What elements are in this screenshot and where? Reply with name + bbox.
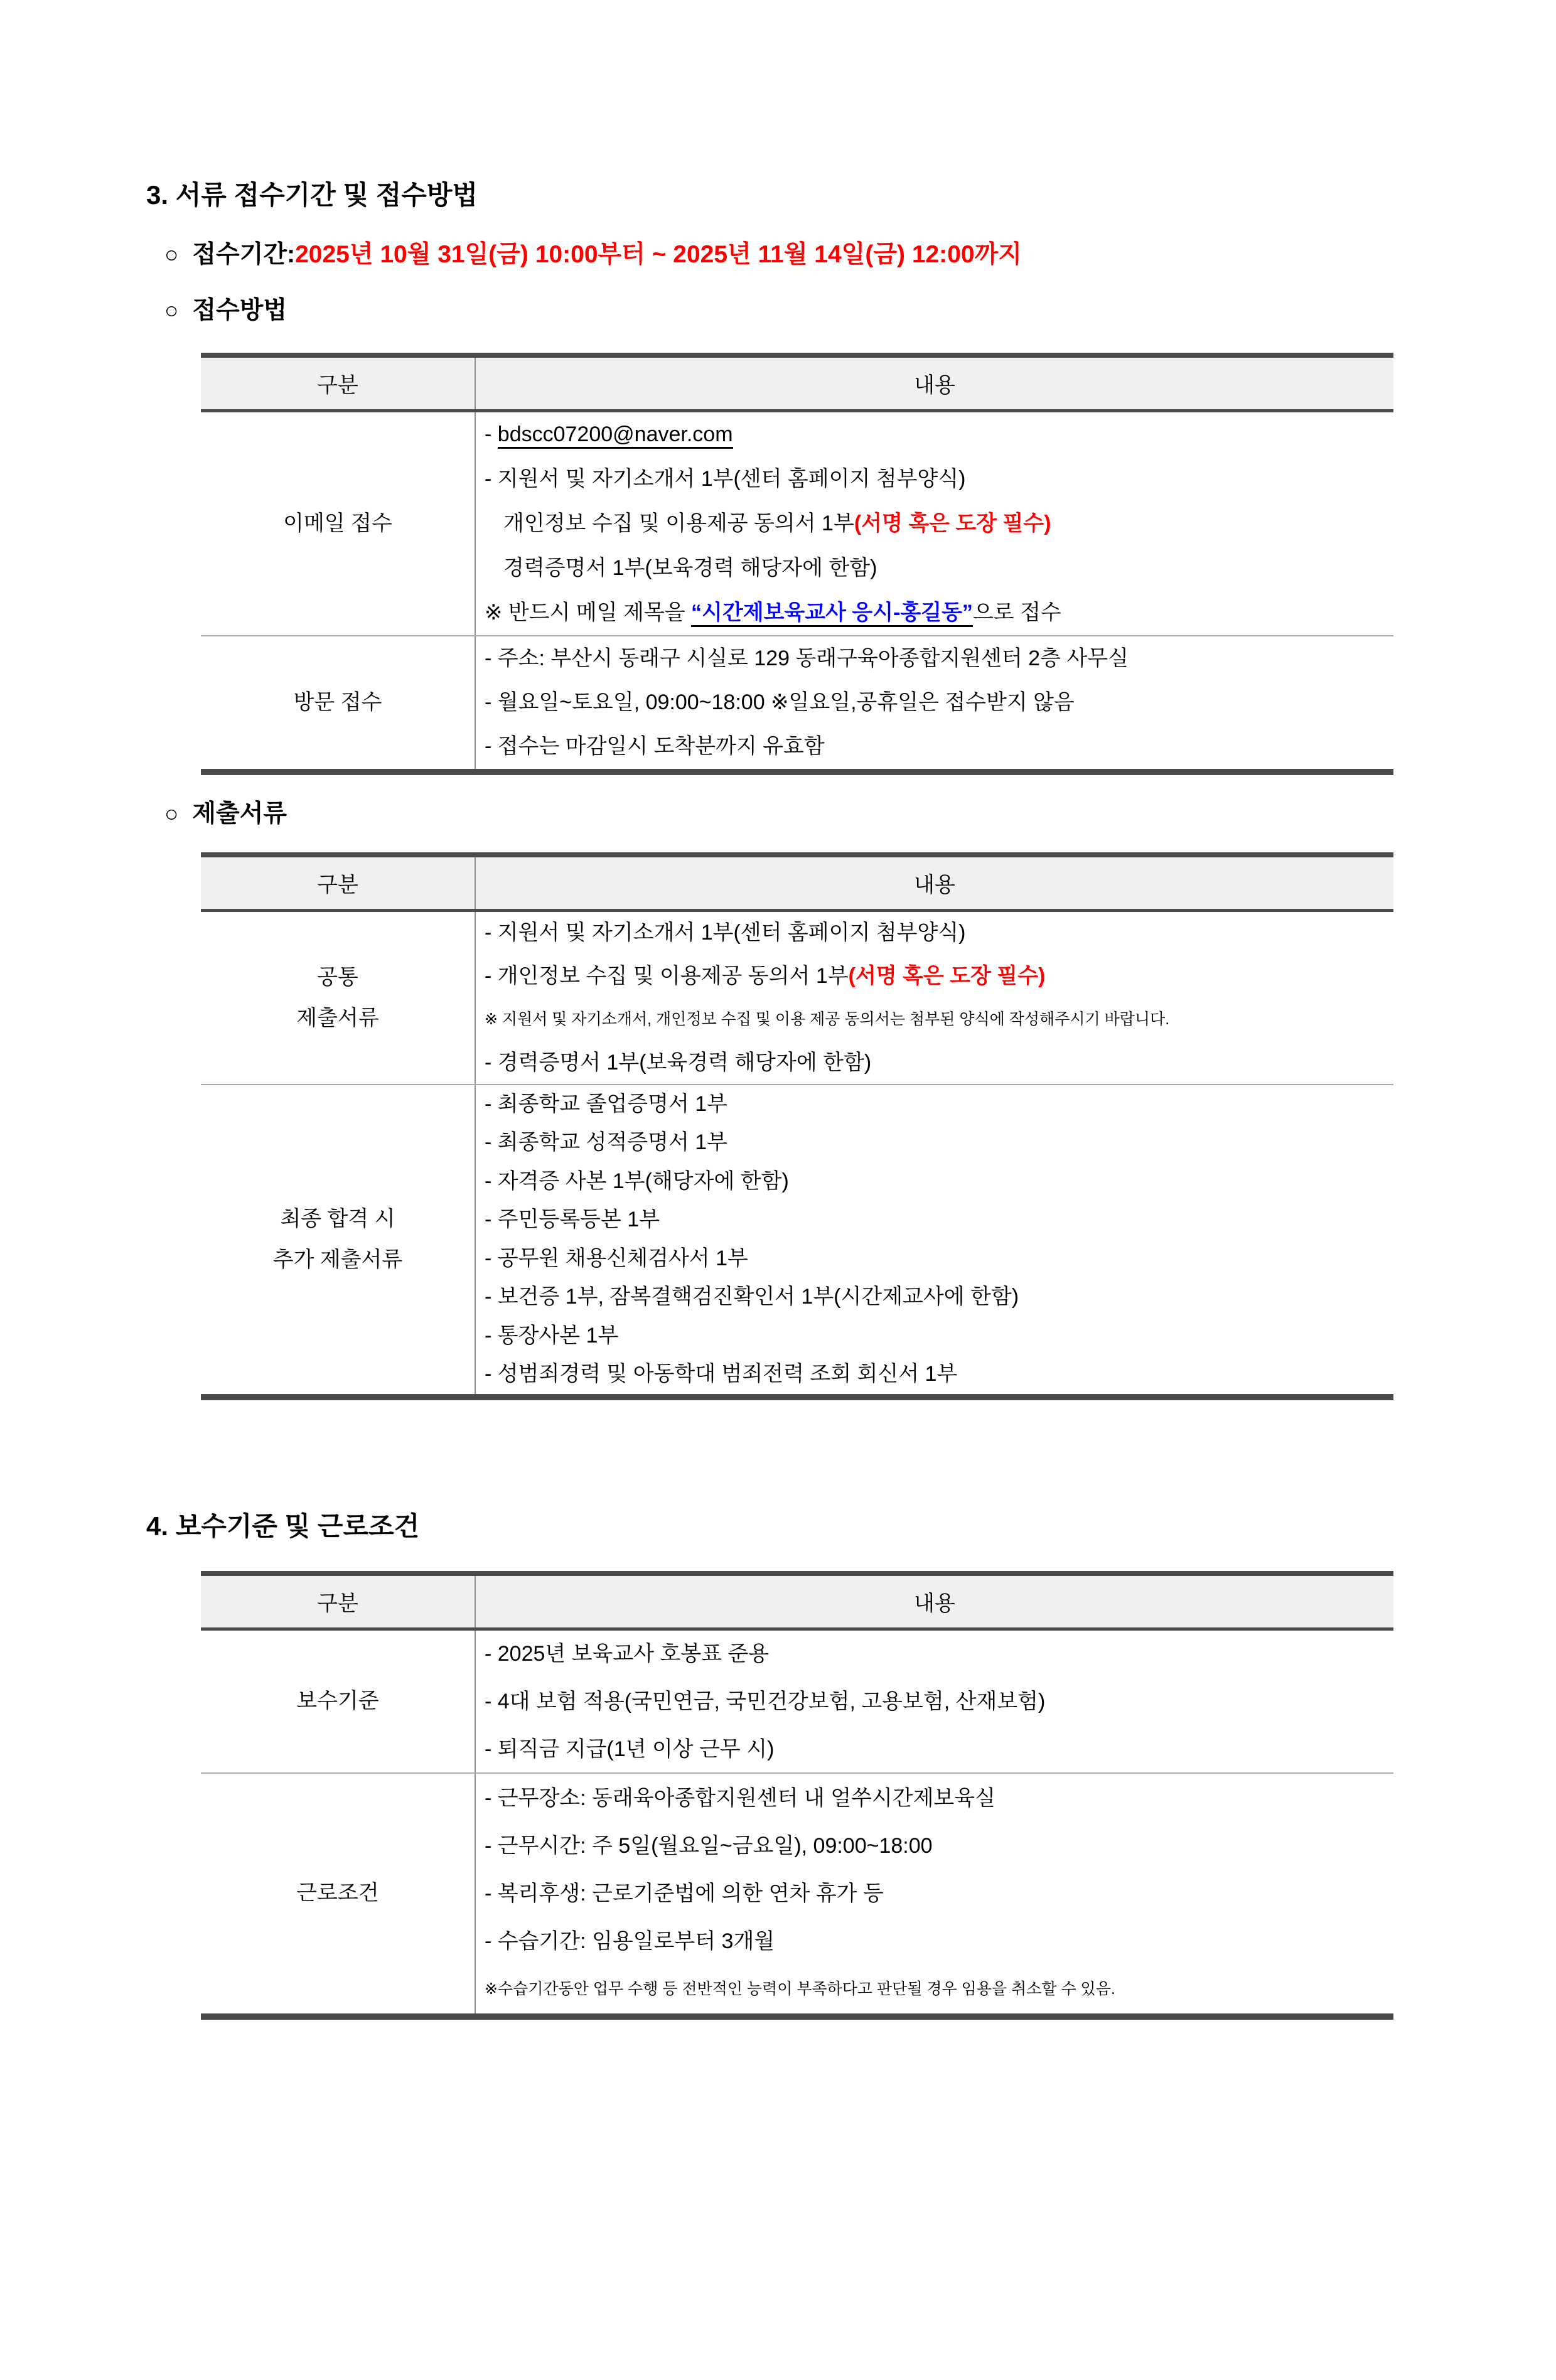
submission-documents-label: 제출서류 bbox=[192, 800, 287, 827]
header-cell-content: 내용 bbox=[914, 1592, 955, 1616]
content-line: 경력증명서 1부(보육경력 해당자에 한함) bbox=[503, 555, 877, 580]
content-line: - 통장사본 1부 bbox=[485, 1323, 619, 1348]
content-line: - 보건증 1부, 잠복결핵검진확인서 1부(시간제교사에 한함) bbox=[485, 1285, 1019, 1309]
content-line: - 주민등록등본 1부 bbox=[485, 1208, 660, 1232]
content-line: - 4대 보험 적용(국민연금, 국민건강보험, 고용보험, 산재보험) bbox=[485, 1689, 1046, 1713]
line-text: 으로 접수 bbox=[972, 600, 1061, 624]
category-cell bbox=[201, 412, 476, 635]
content-cell bbox=[476, 912, 1393, 1084]
content-line bbox=[485, 412, 1393, 457]
header-cell-content: 내용 bbox=[914, 873, 955, 898]
content-line bbox=[485, 955, 1393, 998]
table-row-common-docs bbox=[201, 912, 1393, 1085]
content-line: - 최종학교 성적증명서 1부 bbox=[485, 1130, 728, 1155]
category-label: 보수기준 bbox=[296, 1689, 379, 1713]
category-label: 이메일 접수 bbox=[283, 511, 392, 535]
content-line bbox=[485, 501, 1393, 546]
email-text: bdscc07200@naver.com bbox=[498, 422, 733, 449]
category-cell bbox=[201, 1631, 476, 1772]
section4-title: 4. 보수기준 및 근로조건 bbox=[146, 1511, 420, 1541]
content-line: - 2025년 보육교사 호봉표 준용 bbox=[485, 1641, 770, 1666]
content-line: - 접수는 마감일시 도착분까지 유효함 bbox=[485, 734, 825, 759]
content-line: - 공무원 채용신체검사서 1부 bbox=[485, 1246, 748, 1270]
content-cell bbox=[476, 1631, 1393, 1772]
header-cell-category: 구분 bbox=[201, 857, 476, 909]
footnote-line: ※ 지원서 및 자기소개서, 개인정보 수집 및 이용 제공 동의서는 첨부된 양식에 작성해주시기 바랍니다. bbox=[485, 1010, 1170, 1028]
pay-conditions-table bbox=[201, 1571, 1393, 2020]
line-text: 개인정보 수집 및 이용제공 동의서 1부 bbox=[503, 511, 854, 535]
category-label: 추가 제출서류 bbox=[272, 1247, 403, 1272]
content-line: - 지원서 및 자기소개서 1부(센터 홈페이지 첨부양식) bbox=[485, 920, 966, 945]
content-line: - 월요일~토요일, 09:00~18:00 ※일요일,공휴일은 접수받지 않음 bbox=[485, 690, 1075, 715]
category-label: 제출서류 bbox=[296, 1005, 379, 1030]
table-row-visit bbox=[201, 636, 1393, 769]
content-line: - 근무시간: 주 5일(월요일~금요일), 09:00~18:00 bbox=[485, 1833, 933, 1858]
content-cell bbox=[476, 1774, 1393, 2013]
content-line: - 경력증명서 1부(보육경력 해당자에 한함) bbox=[485, 1050, 872, 1075]
circle-bullet-icon: ○ bbox=[164, 242, 179, 268]
footnote-line: ※수습기간동안 업무 수행 등 전반적인 능력이 부족하다고 판단될 경우 임용을 취소할 수 있음. bbox=[485, 1980, 1115, 1998]
reception-period-line bbox=[164, 241, 1556, 269]
content-line: - 주소: 부산시 동래구 시실로 129 동래구육아종합지원센터 2층 사무실 bbox=[485, 646, 1129, 671]
circle-bullet-icon: ○ bbox=[164, 298, 179, 324]
red-note: (서명 혹은 도장 필수) bbox=[848, 963, 1046, 988]
section3-title: 3. 서류 접수기간 및 접수방법 bbox=[146, 180, 478, 210]
document-page bbox=[0, 181, 1556, 2020]
header-cell-category: 구분 bbox=[201, 358, 476, 409]
circle-bullet-icon: ○ bbox=[164, 801, 179, 827]
reception-method-heading bbox=[164, 297, 1556, 325]
submission-documents-heading bbox=[164, 800, 1556, 828]
reception-method-label: 접수방법 bbox=[192, 297, 287, 324]
category-cell bbox=[201, 636, 476, 769]
reception-method-table bbox=[201, 353, 1393, 775]
content-line: - 퇴직금 지급(1년 이상 근무 시) bbox=[485, 1737, 775, 1761]
content-line: - 수습기간: 임용일로부터 3개월 bbox=[485, 1929, 775, 1953]
content-line: - 최종학교 졸업증명서 1부 bbox=[485, 1091, 728, 1116]
category-cell bbox=[201, 1774, 476, 2013]
content-cell bbox=[476, 636, 1393, 769]
content-line: - 근무장소: 동래육아종합지원센터 내 얼쑤시간제보육실 bbox=[485, 1786, 995, 1810]
content-line: - 성범죄경력 및 아동학대 범죄전력 조회 회신서 1부 bbox=[485, 1362, 958, 1386]
category-label: 근로조건 bbox=[296, 1881, 379, 1906]
dash-prefix: - bbox=[485, 422, 498, 446]
reception-period-separator: : bbox=[287, 241, 296, 269]
table-row-pay-standard bbox=[201, 1631, 1393, 1774]
header-cell-content: 내용 bbox=[914, 373, 955, 398]
content-line: - 복리후생: 근로기준법에 의한 연차 휴가 등 bbox=[485, 1881, 884, 1906]
table-header-row bbox=[201, 358, 1393, 412]
category-cell bbox=[201, 1085, 476, 1394]
line-text: - 개인정보 수집 및 이용제공 동의서 1부 bbox=[485, 963, 849, 988]
mail-subject-highlight: “시간제보육교사 응시-홍길동” bbox=[691, 601, 973, 627]
content-line bbox=[485, 591, 1393, 635]
reception-period-label: 접수기간 bbox=[192, 241, 287, 269]
table-header-row bbox=[201, 857, 1393, 912]
category-label: 공통 bbox=[317, 965, 358, 989]
content-line: - 자격증 사본 1부(해당자에 한함) bbox=[485, 1169, 789, 1193]
red-note: (서명 혹은 도장 필수) bbox=[854, 511, 1051, 535]
content-cell bbox=[476, 412, 1393, 635]
table-row-final-pass-docs bbox=[201, 1085, 1393, 1394]
category-label: 최종 합격 시 bbox=[280, 1206, 395, 1231]
content-line: - 지원서 및 자기소개서 1부(센터 홈페이지 첨부양식) bbox=[485, 466, 966, 491]
table-row-email bbox=[201, 412, 1393, 636]
category-label: 방문 접수 bbox=[293, 690, 382, 714]
table-row-working-conditions bbox=[201, 1774, 1393, 2013]
submission-documents-table bbox=[201, 852, 1393, 1400]
line-text: ※ 반드시 메일 제목을 bbox=[485, 600, 692, 624]
table-header-row bbox=[201, 1576, 1393, 1631]
reception-period-value: 2025년 10월 31일(금) 10:00부터 ~ 2025년 11월 14일(금) 12:00까지 bbox=[295, 241, 1022, 269]
header-cell-category: 구분 bbox=[201, 1576, 476, 1627]
content-cell bbox=[476, 1085, 1393, 1394]
category-cell bbox=[201, 912, 476, 1084]
